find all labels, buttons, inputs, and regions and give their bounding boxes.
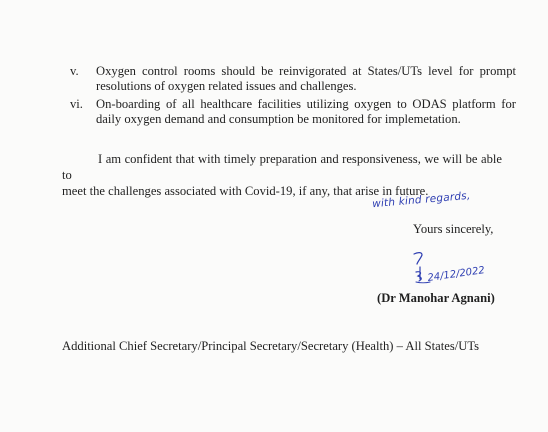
handwritten-signature [408,246,508,290]
paragraph-line-2: meet the challenges associated with Covid-19, if any, that arise in future. [62,184,429,198]
list-item-number: vi. [70,97,83,111]
addressee-line: Additional Chief Secretary/Principal Secretary/Secretary (Health) – All States/UTs [62,339,480,353]
list-item-number: v. [70,64,79,78]
paragraph-line-1: I am confident that with timely preparation and responsiveness, we will be able to [62,152,502,182]
handwritten-regards: with kind regards, [371,189,471,211]
closing-text: Yours sincerely, [413,222,494,236]
signature-date: 24/12/2022 [426,265,486,284]
list-item-text: Oxygen control rooms should be reinvigorated at States/UTs level for prompt resolutions of oxygen related issues and challenges. [96,64,516,93]
signatory-name: (Dr Manohar Agnani) [377,291,495,305]
list-item-text: On-boarding of all healthcare facilities utilizing oxygen to ODAS platform for daily oxygen demand and consumption be monitored for implemetation. [96,97,516,126]
